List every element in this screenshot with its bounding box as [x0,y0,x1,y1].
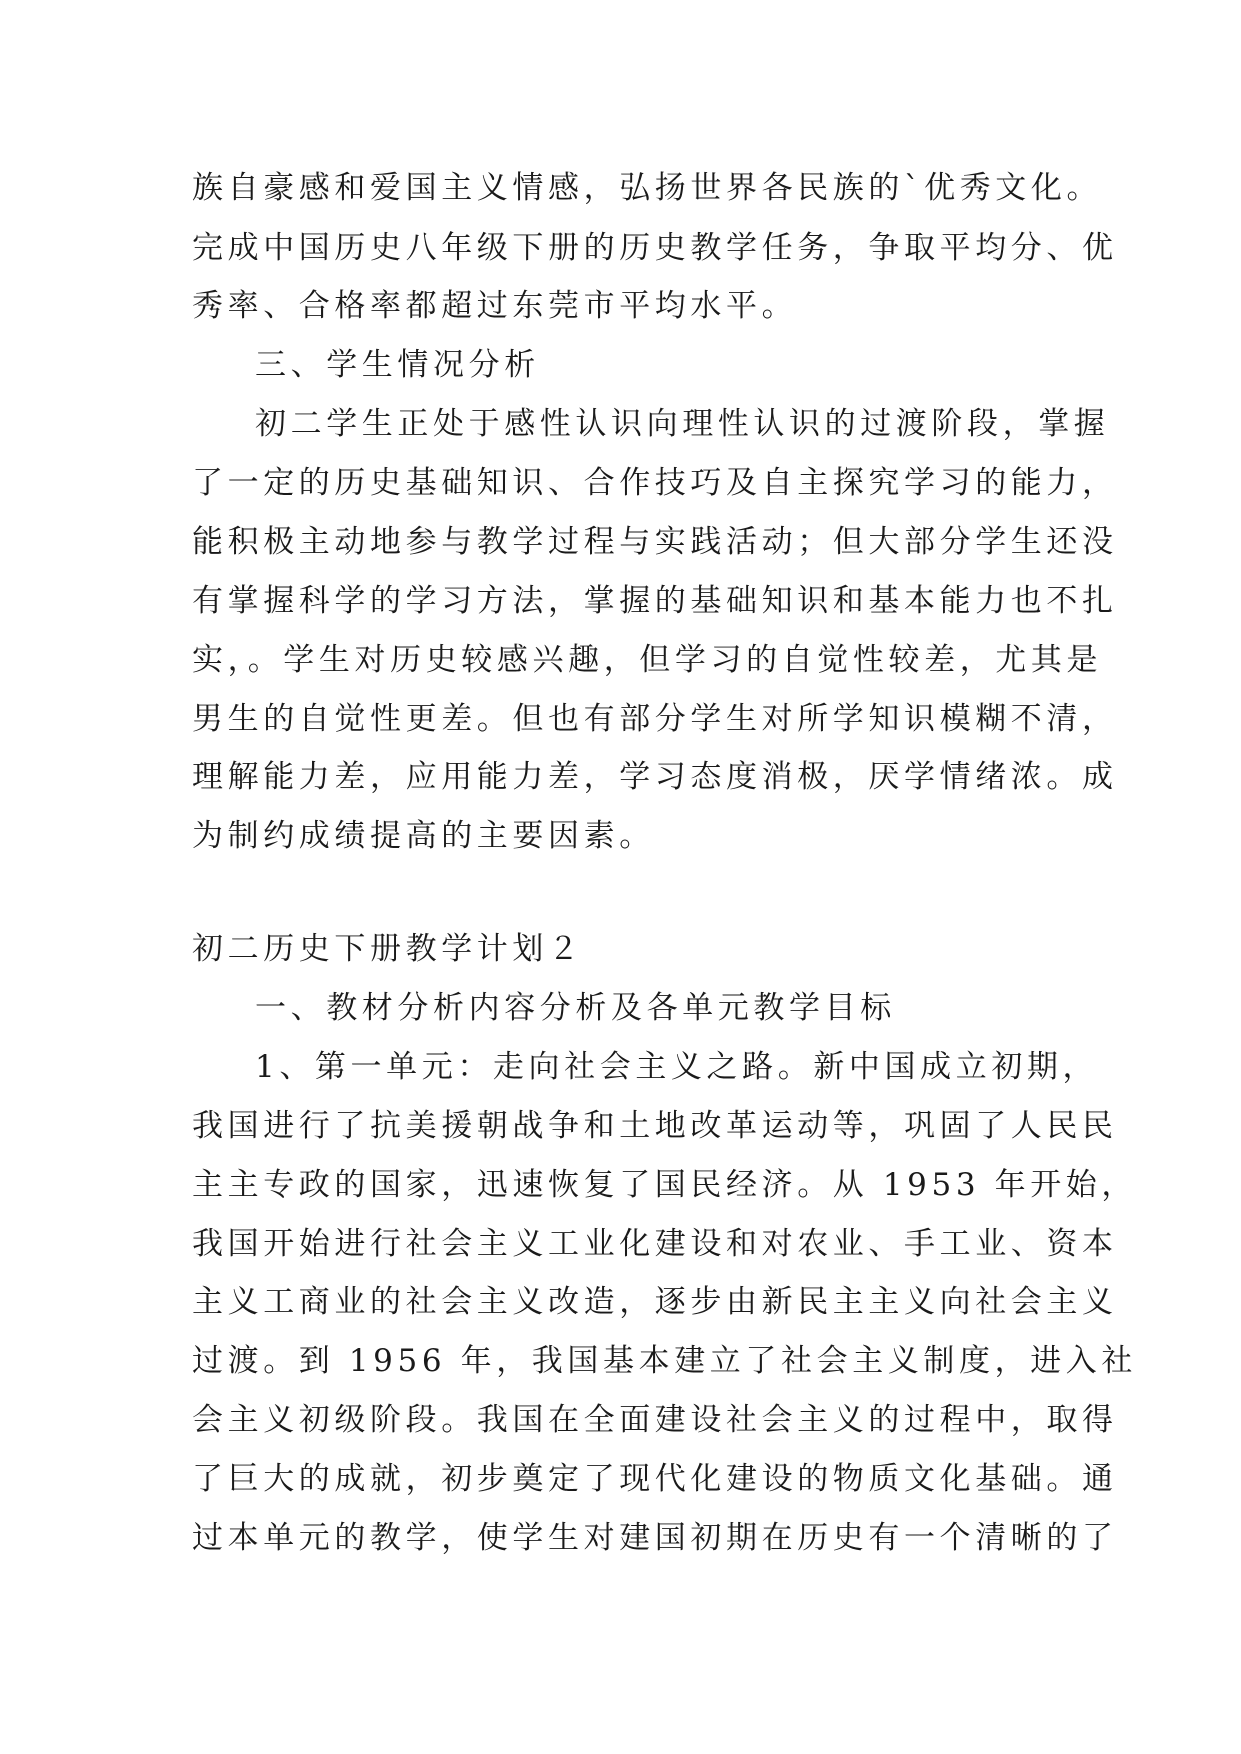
section-heading: 三、学生情况分析 [255,347,540,383]
text-line: 会主义初级阶段。我国在全面建设社会主义的过程中，取得 [192,1402,1118,1438]
text-line: 有掌握科学的学习方法，掌握的基础知识和基本能力也不扎 [192,583,1118,619]
text-line: 理解能力差，应用能力差，学习态度消极，厌学情绪浓。成 [192,759,1118,795]
text-line: 过渡。到 1956 年，我国基本建立了社会主义制度，进入社 [192,1343,1137,1379]
text-line: 初二学生正处于感性认识向理性认识的过渡阶段，掌握 [255,406,1110,442]
text-line: 实，。学生对历史较感兴趣，但学习的自觉性较差，尤其是 [192,642,1103,678]
section-heading: 一、教材分析内容分析及各单元教学目标 [255,990,896,1026]
text-line: 主主专政的国家，迅速恢复了国民经济。从 1953 年开始， [192,1167,1137,1203]
text-line: 能积极主动地参与教学过程与实践活动；但大部分学生还没 [192,524,1118,560]
document-title: 初二历史下册教学计划２ [192,931,584,967]
text-line: 完成中国历史八年级下册的历史教学任务，争取平均分、优 [192,230,1118,266]
text-line: 男生的自觉性更差。但也有部分学生对所学知识模糊不清， [192,701,1118,737]
text-line: 了巨大的成就，初步奠定了现代化建设的物质文化基础。通 [192,1461,1118,1497]
text-line: 过本单元的教学，使学生对建国初期在历史有一个清晰的了 [192,1520,1118,1556]
text-line: 族自豪感和爱国主义情感，弘扬世界各民族的`优秀文化。 [192,170,1103,206]
text-line: 主义工商业的社会主义改造，逐步由新民主主义向社会主义 [192,1284,1118,1320]
text-line: 了一定的历史基础知识、合作技巧及自主探究学习的能力， [192,465,1118,501]
text-line: 为制约成绩提高的主要因素。 [192,818,655,854]
text-line: 1、第一单元：走向社会主义之路。新中国成立初期， [255,1049,1099,1085]
text-line: 我国进行了抗美援朝战争和土地改革运动等，巩固了人民民 [192,1108,1118,1144]
text-line: 我国开始进行社会主义工业化建设和对农业、手工业、资本 [192,1226,1118,1262]
text-line: 秀率、合格率都超过东莞市平均水平。 [192,288,798,324]
